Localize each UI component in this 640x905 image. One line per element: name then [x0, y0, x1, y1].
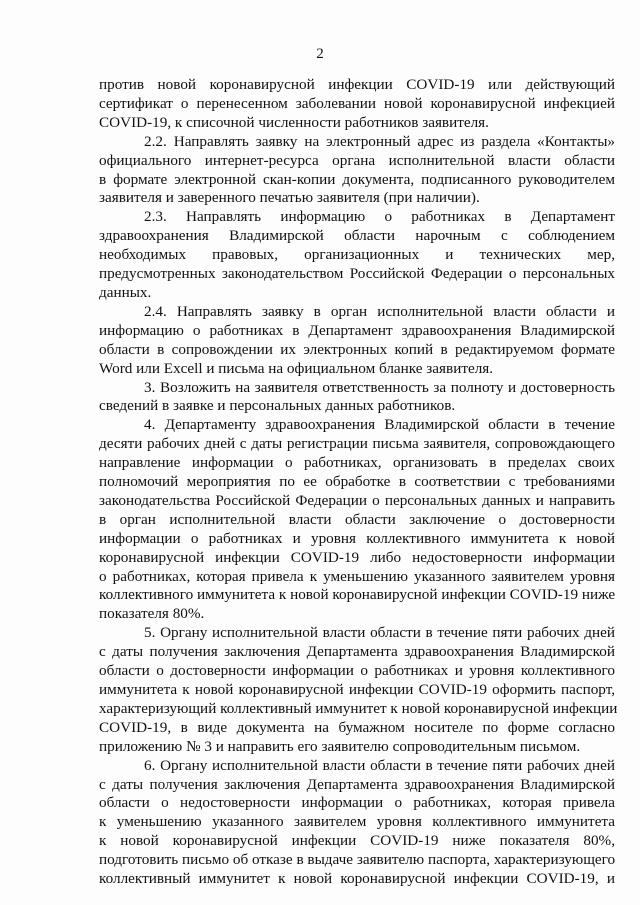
text-line: 2.3. Направлять информацию о работниках в Департамент [144, 208, 615, 226]
text-line: 3. Возложить на заявителя ответственность за полноту и достоверность [144, 378, 615, 396]
text-line: 5. Органу исполнительной власти области в течение пяти рабочих дней [144, 624, 615, 642]
text-line: здравоохранения Владимирской области нарочным с соблюдением [99, 227, 615, 245]
text-line: о работниках, которая привела к уменьшению указанного заявителем уровня [99, 567, 615, 585]
text-line: направление информации о работниках, организовать в пределах своих [99, 454, 615, 472]
text-line: 2.4. Направлять заявку в орган исполнительной власти области и [144, 302, 615, 320]
text-line: информацию о работниках в Департамент здравоохранения Владимирской [99, 321, 615, 339]
text-line: COVID-19, к списочной численности работников заявителя. [99, 113, 489, 131]
text-line: информации о работниках и уровня коллективного иммунитета к новой [99, 529, 615, 547]
text-line: 6. Органу исполнительной власти области в течение пяти рабочих дней [144, 756, 615, 774]
text-line: десяти рабочих дней с даты регистрации письма заявителя, сопровождающего [99, 435, 615, 453]
text-line: предусмотренных законодательством Российской Федерации о персональных [99, 265, 615, 283]
document-body [99, 76, 618, 889]
text-line: с даты получения заключения Департамента здравоохранения Владимирской [99, 643, 615, 661]
text-line: области о достоверности информации о работниках и уровня коллективного [99, 662, 615, 680]
text-line: коллективного иммунитета к новой коронавирусной инфекции COVID-19 ниже [99, 586, 616, 604]
text-line: Word или Excell и письма на официальном бланке заявителя. [99, 359, 494, 377]
text-line: официального интернет-ресурса органа исполнительной власти области [99, 151, 615, 169]
text-line: области о недостоверности информации о работниках, которая привела [99, 794, 615, 812]
text-line: показателя 80%. [99, 605, 205, 623]
page-number: 2 [316, 46, 324, 62]
text-line: необходимых правовых, организационных и технических мер, [99, 246, 615, 264]
text-line: с даты получения заключения Департамента здравоохранения Владимирской [99, 775, 615, 793]
text-line: в формате электронной скан-копии документа, подписанного руководителем [99, 170, 615, 188]
text-line: коллективный иммунитет к новой коронавирусной инфекции COVID-19, и [99, 870, 615, 888]
text-line: к уменьшению указанного заявителем уровня коллективного иммунитета [99, 813, 615, 831]
text-line: к новой коронавирусной инфекции COVID-19 ниже показателя 80%, [99, 832, 615, 850]
text-line: данных. [99, 283, 152, 301]
text-line: COVID-19, в виде документа на бумажном носителе по форме согласно [99, 718, 615, 736]
text-line: 4. Департаменту здравоохранения Владимирской области в течение [144, 416, 615, 434]
text-line: области в сопровождении их электронных копий в редактируемом формате [99, 340, 615, 358]
text-line: заявителя и заверенного печатью заявителя (при наличии). [99, 189, 480, 207]
text-line: подготовить письмо об отказе в выдаче заявителю паспорта, характеризующего [99, 851, 616, 869]
text-line: 2.2. Направлять заявку на электронный адрес из раздела «Контакты» [144, 132, 615, 150]
text-line: в орган исполнительной власти области заключение о достоверности [99, 510, 615, 528]
text-line: сертификат о перенесенном заболевании новой коронавирусной инфекцией [99, 94, 615, 112]
text-line: характеризующий коллективный иммунитет к новой коронавирусной инфекции [99, 699, 618, 717]
text-line: коронавирусной инфекции COVID-19 либо недостоверности информации [99, 548, 615, 566]
text-line: законодательства Российской Федерации о персональных данных и направить [99, 491, 615, 509]
text-line: полномочий мероприятия по ее обработке в соответствии с требованиями [99, 473, 615, 491]
text-line: приложению № 3 и направить его заявителю сопроводительным письмом. [99, 737, 581, 755]
text-line: против новой коронавирусной инфекции COVID-19 или действующий [99, 76, 615, 93]
text-line: сведений в заявке и персональных данных работников. [99, 397, 456, 415]
text-line: иммунитета к новой коронавирусной инфекции COVID-19 оформить паспорт, [99, 681, 615, 698]
